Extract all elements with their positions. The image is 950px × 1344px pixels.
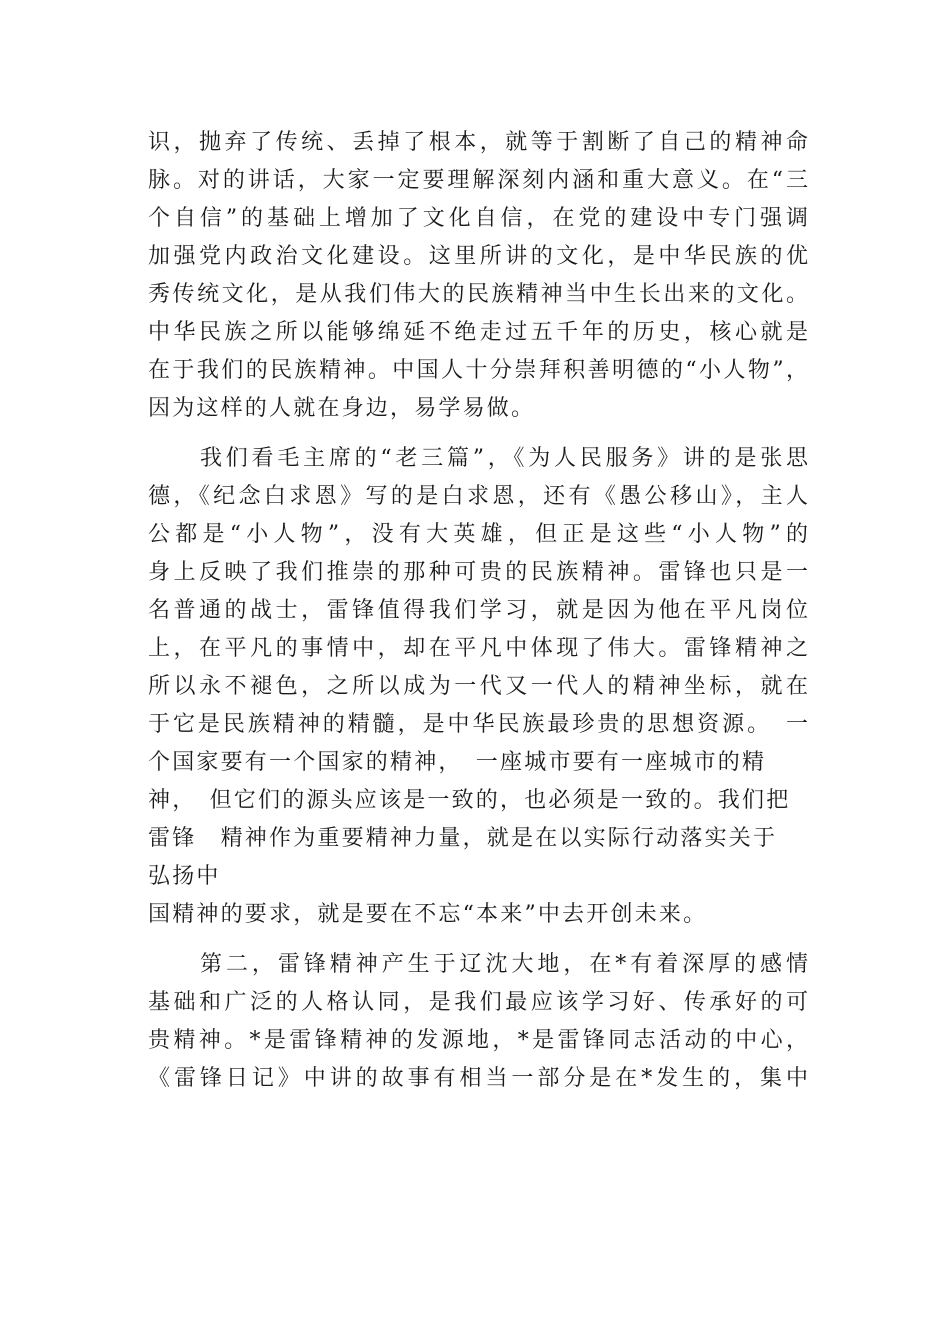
text-line: 基础和广泛的人格认同，是我们最应该学习好、传承好的可 xyxy=(148,990,808,1015)
text-line: 识，抛弃了传统、丢掉了根本，就等于割断了自己的精神命 xyxy=(148,130,808,155)
text-line: 德，《纪念白求恩》写的是白求恩，还有《愚公移山》，主人 xyxy=(148,484,808,509)
text-line: 神， 但它们的源头应该是一致的，也必须是一致的。我们把 xyxy=(148,788,791,813)
text-line: 国精神的要求，就是要在不忘“本来”中去开创未来。 xyxy=(148,902,708,927)
text-line: 在于我们的民族精神。中国人十分崇拜积善明德的“小人物”， xyxy=(148,358,808,383)
text-line: 第二，雷锋精神产生于辽沈大地，在*有着深厚的感情 xyxy=(200,952,808,977)
text-line: 个国家要有一个国家的精神， 一座城市要有一座城市的精 xyxy=(148,750,767,775)
text-line: 所以永不褪色，之所以成为一代又一代人的精神坐标，就在 xyxy=(148,674,808,699)
text-line: 公都是“小人物”，没有大英雄，但正是这些“小人物”的 xyxy=(148,522,808,547)
text-line: 脉。对的讲话，大家一定要理解深刻内涵和重大意义。在“三 xyxy=(148,168,808,193)
text-line: 弘扬中 xyxy=(148,864,221,889)
text-line: 个自信”的基础上增加了文化自信，在党的建设中专门强调 xyxy=(148,206,808,231)
text-line: 名普通的战士，雷锋值得我们学习，就是因为他在平凡岗位 xyxy=(148,598,808,623)
text-line: 贵精神。*是雷锋精神的发源地，*是雷锋同志活动的中心， xyxy=(148,1028,808,1053)
text-line: 因为这样的人就在身边，易学易做。 xyxy=(148,396,536,421)
text-line: 加强党内政治文化建设。这里所讲的文化，是中华民族的优 xyxy=(148,244,808,269)
text-line: 于它是民族精神的精髓，是中华民族最珍贵的思想资源。 一 xyxy=(148,712,808,737)
text-line: 我们看毛主席的“老三篇”，《为人民服务》讲的是张思 xyxy=(200,446,808,471)
text-line: 身上反映了我们推崇的那种可贵的民族精神。雷锋也只是一 xyxy=(148,560,808,585)
text-line: 雷锋 精神作为重要精神力量，就是在以实际行动落实关于 xyxy=(148,826,778,851)
text-line: 中华民族之所以能够绵延不绝走过五千年的历史，核心就是 xyxy=(148,320,808,345)
text-line: 上，在平凡的事情中，却在平凡中体现了伟大。雷锋精神之 xyxy=(148,636,808,661)
text-line: 《雷锋日记》中讲的故事有相当一部分是在*发生的，集中 xyxy=(148,1066,808,1091)
text-line: 秀传统文化，是从我们伟大的民族精神当中生长出来的文化。 xyxy=(148,282,808,307)
